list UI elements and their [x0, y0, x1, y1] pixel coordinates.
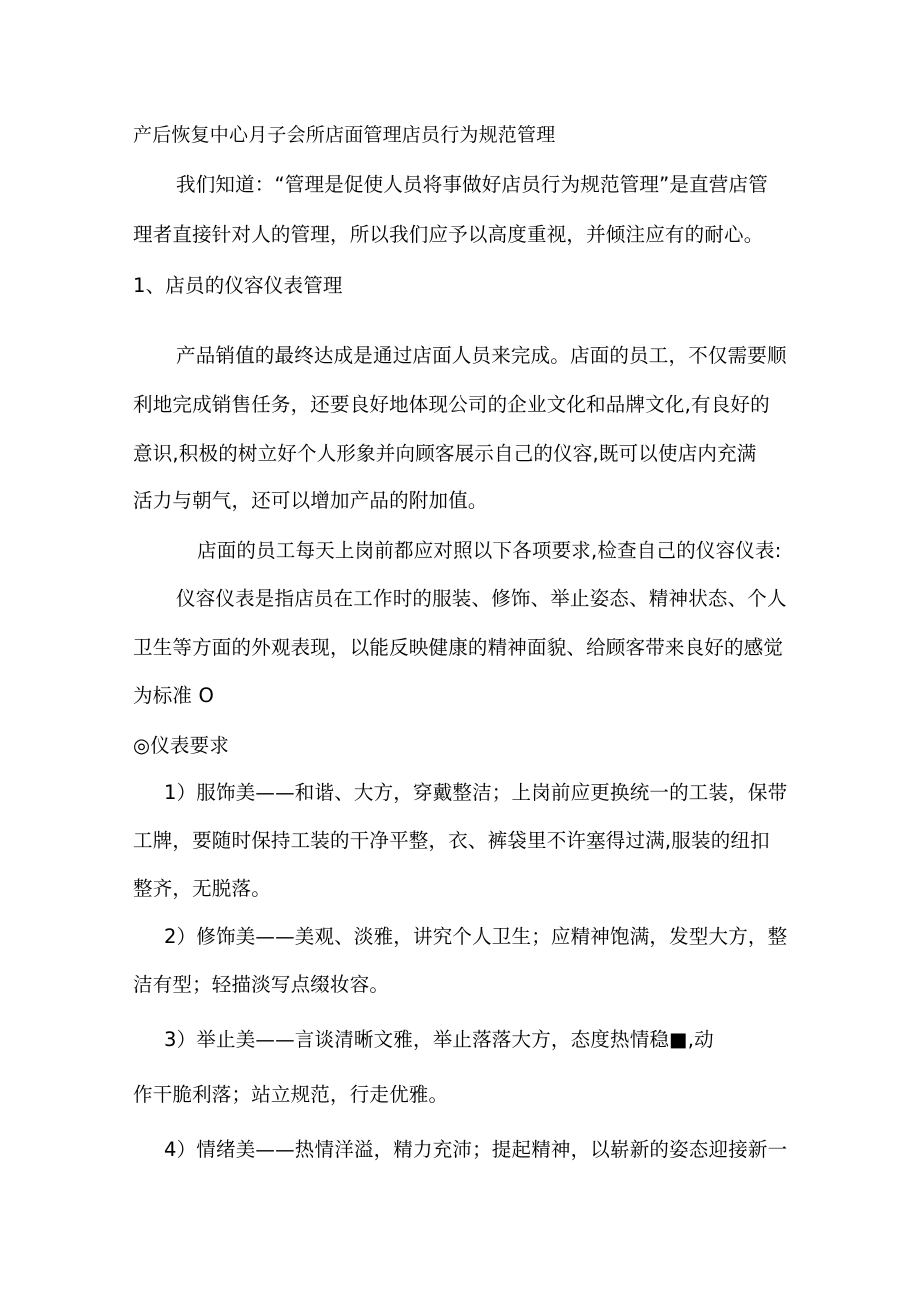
- item2-line-2: 洁有型；轻描淡写点缀妆容。: [133, 973, 390, 996]
- item1-line-1: 1）服饰美——和谐、大方，穿戴整洁；上岗前应更换统一的工装，保带: [164, 781, 788, 804]
- intro-line-1: 我们知道：“管理是促使人员将事做好店员行为规范管理”是直营店管: [176, 173, 768, 196]
- section-heading: 1、店员的仪容仪表管理: [133, 274, 343, 297]
- para1-line-2: 利地完成销售任务，还要良好地体现公司的企业文化和品牌文化,有良好的: [133, 393, 770, 416]
- para3-line-3: 为标准 O: [133, 684, 215, 707]
- subheading: ◎仪表要求: [133, 734, 230, 757]
- item4-line-1: 4）情绪美——热情洋溢，精力充沛；提起精神，以崭新的姿态迎接新一: [164, 1138, 788, 1161]
- item3-line-1: 3）举止美——言谈清晰文雅，举止落落大方，态度热情稳■,动: [164, 1028, 714, 1051]
- document-title: 产后恢复中心月子会所店面管理店员行为规范管理: [133, 124, 556, 146]
- para1-line-4: 活力与朝气，还可以增加产品的附加值。: [133, 489, 488, 512]
- intro-line-2: 理者直接针对人的管理，所以我们应予以高度重视，并倾注应有的耐心。: [133, 223, 764, 246]
- para1-line-1: 产品销值的最终达成是通过店面人员来完成。店面的员工，不仅需要顺: [176, 344, 787, 367]
- para2-line: 店面的员工每天上岗前都应对照以下各项要求,检查自己的仪容仪表:: [197, 539, 782, 562]
- item2-line-1: 2）修饰美——美观、淡雅，讲究个人卫生；应精神饱满，发型大方，整: [164, 925, 788, 948]
- para3-line-2: 卫生等方面的外观表现，以能反映健康的精神面貌、给顾客带来良好的感觉: [133, 636, 784, 659]
- para3-line-1: 仪容仪表是指店员在工作时的服装、修饰、举止姿态、精神状态、个人: [176, 587, 787, 610]
- item3-line-2: 作干脆利落；站立规范，行走优雅。: [133, 1083, 449, 1106]
- item1-line-3: 整齐，无脱落。: [133, 877, 271, 900]
- item1-line-2: 工牌，要随时保持工装的干净平整，衣、裤袋里不许塞得过满,服装的纽扣: [133, 829, 770, 852]
- para1-line-3: 意识,积极的树立好个人形象并向顾客展示自己的仪容,既可以使店内充满: [133, 442, 757, 465]
